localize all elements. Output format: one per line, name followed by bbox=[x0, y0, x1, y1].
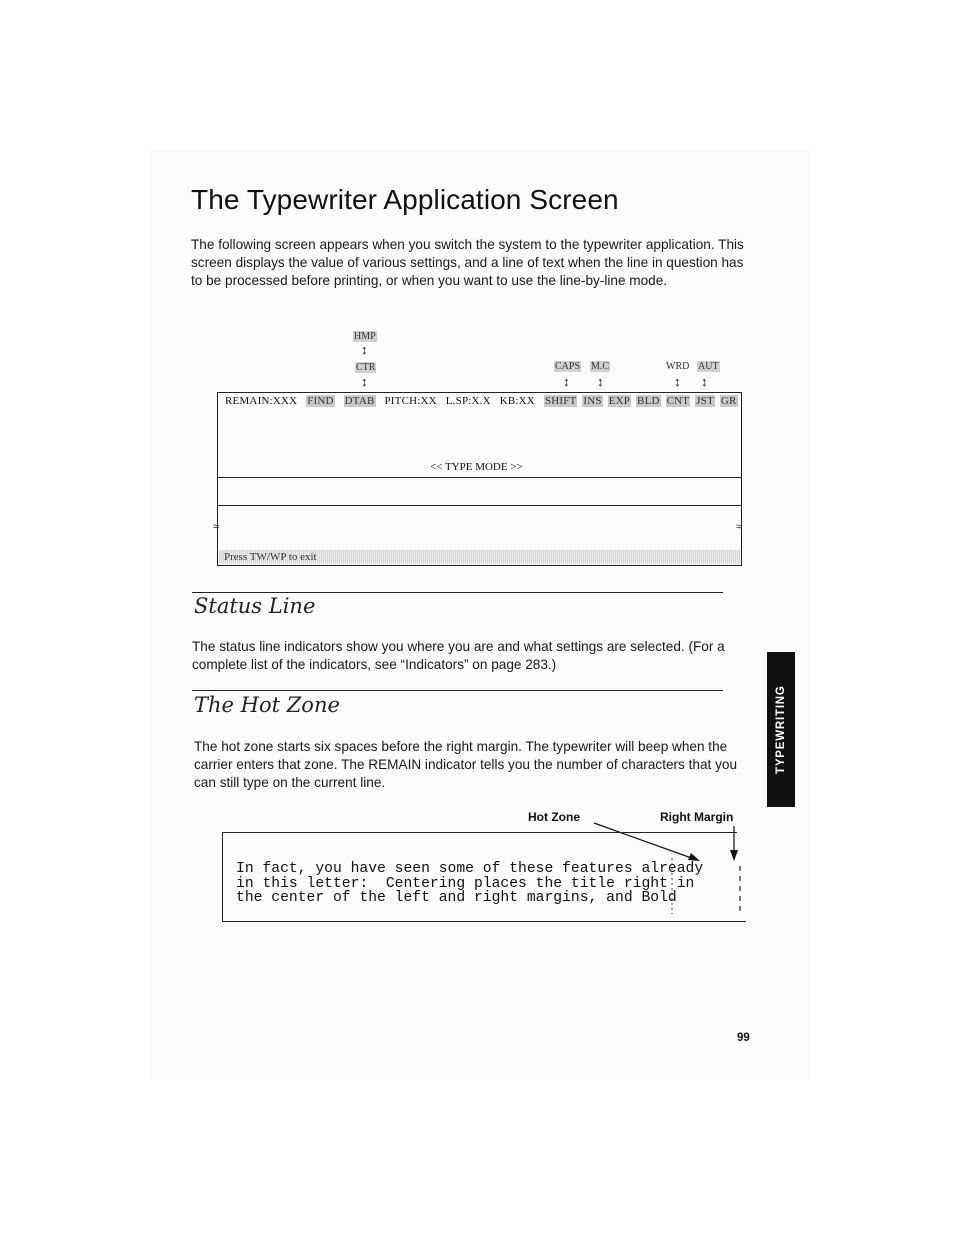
indicator-aut: AUT bbox=[698, 361, 719, 372]
break-mark-icon: ≈ bbox=[736, 521, 743, 533]
indicator-mc: M.C bbox=[591, 361, 610, 372]
hot-zone-label: Hot Zone bbox=[528, 810, 580, 824]
status-cnt: CNT bbox=[666, 395, 690, 407]
letter-line: in this letter: Centering places the title right in bbox=[236, 875, 695, 892]
up-down-arrow-icon: ↕ bbox=[361, 342, 368, 357]
page-number: 99 bbox=[737, 1032, 750, 1044]
status-gr: GR bbox=[720, 395, 737, 407]
status-lsp: L.SP:X.X bbox=[445, 395, 491, 407]
break-mark-icon: ≈ bbox=[213, 521, 220, 533]
up-down-arrow-icon: ↕ bbox=[701, 374, 708, 389]
status-line-paragraph: The status line indicators show you where you are and what settings are selected. (For a complete list of the indicators, see “Indicators” on page 283.) bbox=[192, 639, 725, 672]
indicator-ctr: CTR bbox=[356, 362, 376, 373]
hot-zone-heading: The Hot Zone bbox=[194, 693, 340, 717]
status-find: FIND bbox=[307, 395, 334, 407]
up-down-arrow-icon: ↕ bbox=[674, 374, 681, 389]
status-pitch: PITCH:XX bbox=[384, 395, 437, 407]
status-dtab: DTAB bbox=[344, 395, 375, 407]
exit-prompt: Press TW/WP to exit bbox=[224, 551, 317, 563]
letter-sample-text bbox=[236, 862, 703, 906]
up-down-arrow-icon: ↕ bbox=[597, 374, 604, 389]
indicator-caps: CAPS bbox=[555, 361, 581, 372]
indicator-hmp: HMP bbox=[354, 331, 376, 342]
hot-zone-paragraph: The hot zone starts six spaces before the right margin. The typewriter will beep when the carrier enters that zone. The REMAIN indicator tells you the number of characters that you can still type on the current line. bbox=[194, 739, 737, 790]
indicator-wrd: WRD bbox=[666, 361, 690, 372]
up-down-arrow-icon: ↕ bbox=[563, 374, 570, 389]
status-jst: JST bbox=[696, 395, 714, 407]
status-bld: BLD bbox=[637, 395, 660, 407]
type-mode-label: << TYPE MODE >> bbox=[430, 461, 523, 473]
page-title: The Typewriter Application Screen bbox=[191, 184, 619, 215]
intro-paragraph: The following screen appears when you switch the system to the typewriter application. This screen displays the value of various settings, and a line of text when the line in question has to be processed before printing, or when you want to use the line-by-line mode. bbox=[191, 237, 744, 288]
status-remain: REMAIN:XXX bbox=[225, 395, 298, 407]
status-kb: KB:XX bbox=[499, 395, 535, 407]
section-tab-label: TYPEWRITING bbox=[775, 685, 787, 774]
right-margin-label: Right Margin bbox=[660, 810, 734, 824]
status-exp: EXP bbox=[608, 395, 631, 407]
letter-line: the center of the left and right margins, and Bold bbox=[236, 890, 677, 906]
letter-sample-top-border bbox=[222, 832, 737, 833]
status-shift: SHIFT bbox=[544, 395, 577, 407]
status-line-heading: Status Line bbox=[194, 594, 316, 618]
up-down-arrow-icon: ↕ bbox=[361, 374, 368, 389]
status-ins: INS bbox=[583, 395, 602, 407]
letter-line: In fact, you have seen some of these features already bbox=[236, 861, 704, 877]
